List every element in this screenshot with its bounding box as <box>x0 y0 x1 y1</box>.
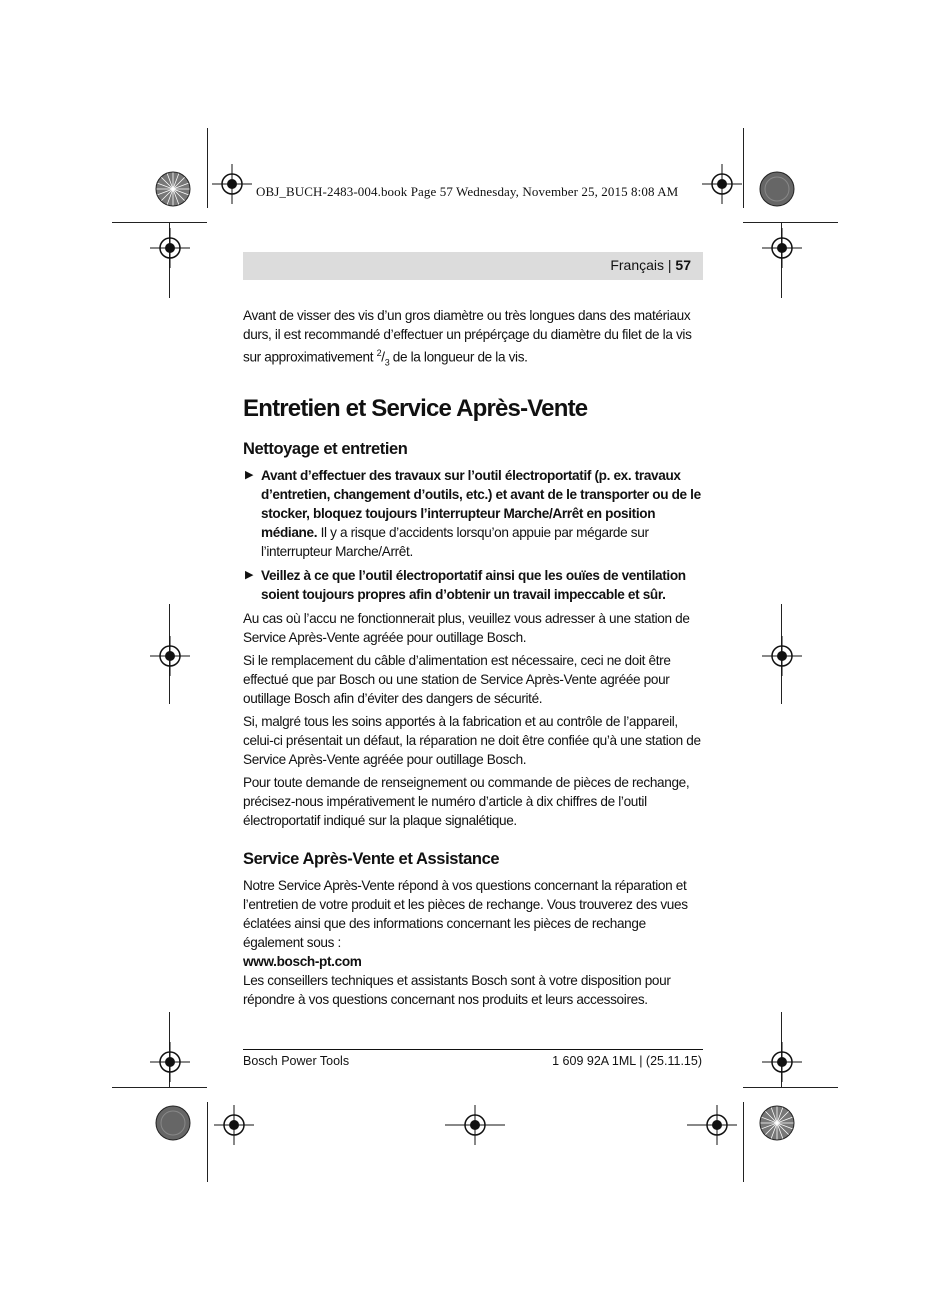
bullet-bold-text: Avant d’effectuer des travaux sur l’outil électroportatif (p. ex. travaux d’entretien, changement d’outils, etc.) et avant de le transporter ou de le stocker, bloquez toujours l’interrupteur Marche/Arrêt en position médiane. <box>261 468 701 541</box>
header-separator: | <box>667 257 672 273</box>
cleaning-paragraph: Au cas où l’accu ne fonctionnerait plus, veuillez vous adresser à une station de Service Après-Vente agréée pour outillage Bosch. <box>243 611 690 646</box>
header-text <box>610 257 691 273</box>
service-paragraph <box>243 876 703 1009</box>
cleaning-paragraph: Si, malgré tous les soins apportés à la fabrication et au contrôle de l’appareil, celui-ci présentait un défaut, la réparation ne doit être confiée qu’à une station de Service Après-Vente agréée pour outillage Bosch. <box>243 714 701 768</box>
cleaning-paragraph: Si le remplacement du câble d’alimentation est nécessaire, ceci ne doit être effectué que par Bosch ou une station de Service Après-Vente agréée pour outillage Bosch afin d’éviter des dangers de sécurité. <box>243 653 671 707</box>
page-number: 57 <box>675 257 691 273</box>
bullet-arrow-icon: ▶ <box>245 569 254 582</box>
page-header <box>243 252 703 280</box>
service-text: Notre Service Après-Vente répond à vos questions concernant la réparation et l’entretien de votre produit et les pièces de rechange. Vous trouverez des vues éclatées ainsi que des informations concernant les pièces de rechange également sous : <box>243 878 688 951</box>
registration-target-icon <box>214 1105 254 1145</box>
bosch-website-link[interactable]: www.bosch-pt.com <box>243 954 362 970</box>
registration-target-icon <box>150 1042 190 1082</box>
intro-text-before: Avant de visser des vis d’un gros diamètre ou très longues dans des matériaux durs, il est recommandé d’effectuer un prépérçage du diamètre du filet de la vis sur approximativement <box>243 308 692 365</box>
registration-target-icon <box>212 164 252 204</box>
starburst-target-icon <box>759 1105 795 1141</box>
safety-bullet <box>243 466 703 561</box>
cleaning-heading: Nettoyage et entretien <box>243 440 408 459</box>
main-content <box>243 306 703 1009</box>
service-closing: Les conseillers techniques et assistants Bosch sont à votre disposition pour répondre à vos questions concernant nos produits et leurs accessoires. <box>243 973 671 1008</box>
footer-rule <box>243 1049 703 1050</box>
registration-target-icon <box>697 1105 737 1145</box>
fraction-numerator: 2 <box>376 348 382 358</box>
starburst-target-icon <box>155 171 191 207</box>
registration-target-icon <box>455 1105 495 1145</box>
gray-density-target-icon <box>759 171 795 207</box>
cleaning-paragraph: Pour toute demande de renseignement ou commande de pièces de rechange, précisez-nous impérativement le numéro d’article à dix chiffres de l’outil électroportatif indiqué sur la plaque signalétique. <box>243 775 690 829</box>
registration-target-icon <box>762 228 802 268</box>
fraction-slash: / <box>381 349 385 365</box>
fraction-denominator: 3 <box>384 357 390 368</box>
registration-target-icon <box>762 636 802 676</box>
footer-document-code: 1 609 92A 1ML | (25.11.15) <box>552 1054 702 1068</box>
bullet-bold-text: Veillez à ce que l’outil électroportatif ainsi que les ouïes de ventilation soient toujours propres afin d’obtenir un travail impeccable et sûr. <box>261 568 686 603</box>
registration-target-icon <box>702 164 742 204</box>
service-heading: Service Après-Vente et Assistance <box>243 850 500 869</box>
intro-paragraph <box>243 306 703 372</box>
footer-publisher: Bosch Power Tools <box>243 1054 350 1068</box>
bullet-arrow-icon: ▶ <box>245 469 254 482</box>
registration-target-icon <box>762 1042 802 1082</box>
registration-target-icon <box>150 636 190 676</box>
intro-text-after: de la longueur de la vis. <box>389 349 528 365</box>
header-language: Français <box>610 257 664 273</box>
section-title: Entretien et Service Après-Vente <box>243 395 588 423</box>
safety-bullet <box>243 566 703 604</box>
gray-density-target-icon <box>155 1105 191 1141</box>
registration-target-icon <box>150 228 190 268</box>
bullet-normal-text: Il y a risque d’accidents lorsqu’on appuie par mégarde sur l’interrupteur Marche/Arrêt. <box>261 525 649 560</box>
book-info-line: OBJ_BUCH-2483-004.book Page 57 Wednesday, November 25, 2015 8:08 AM <box>256 184 679 199</box>
